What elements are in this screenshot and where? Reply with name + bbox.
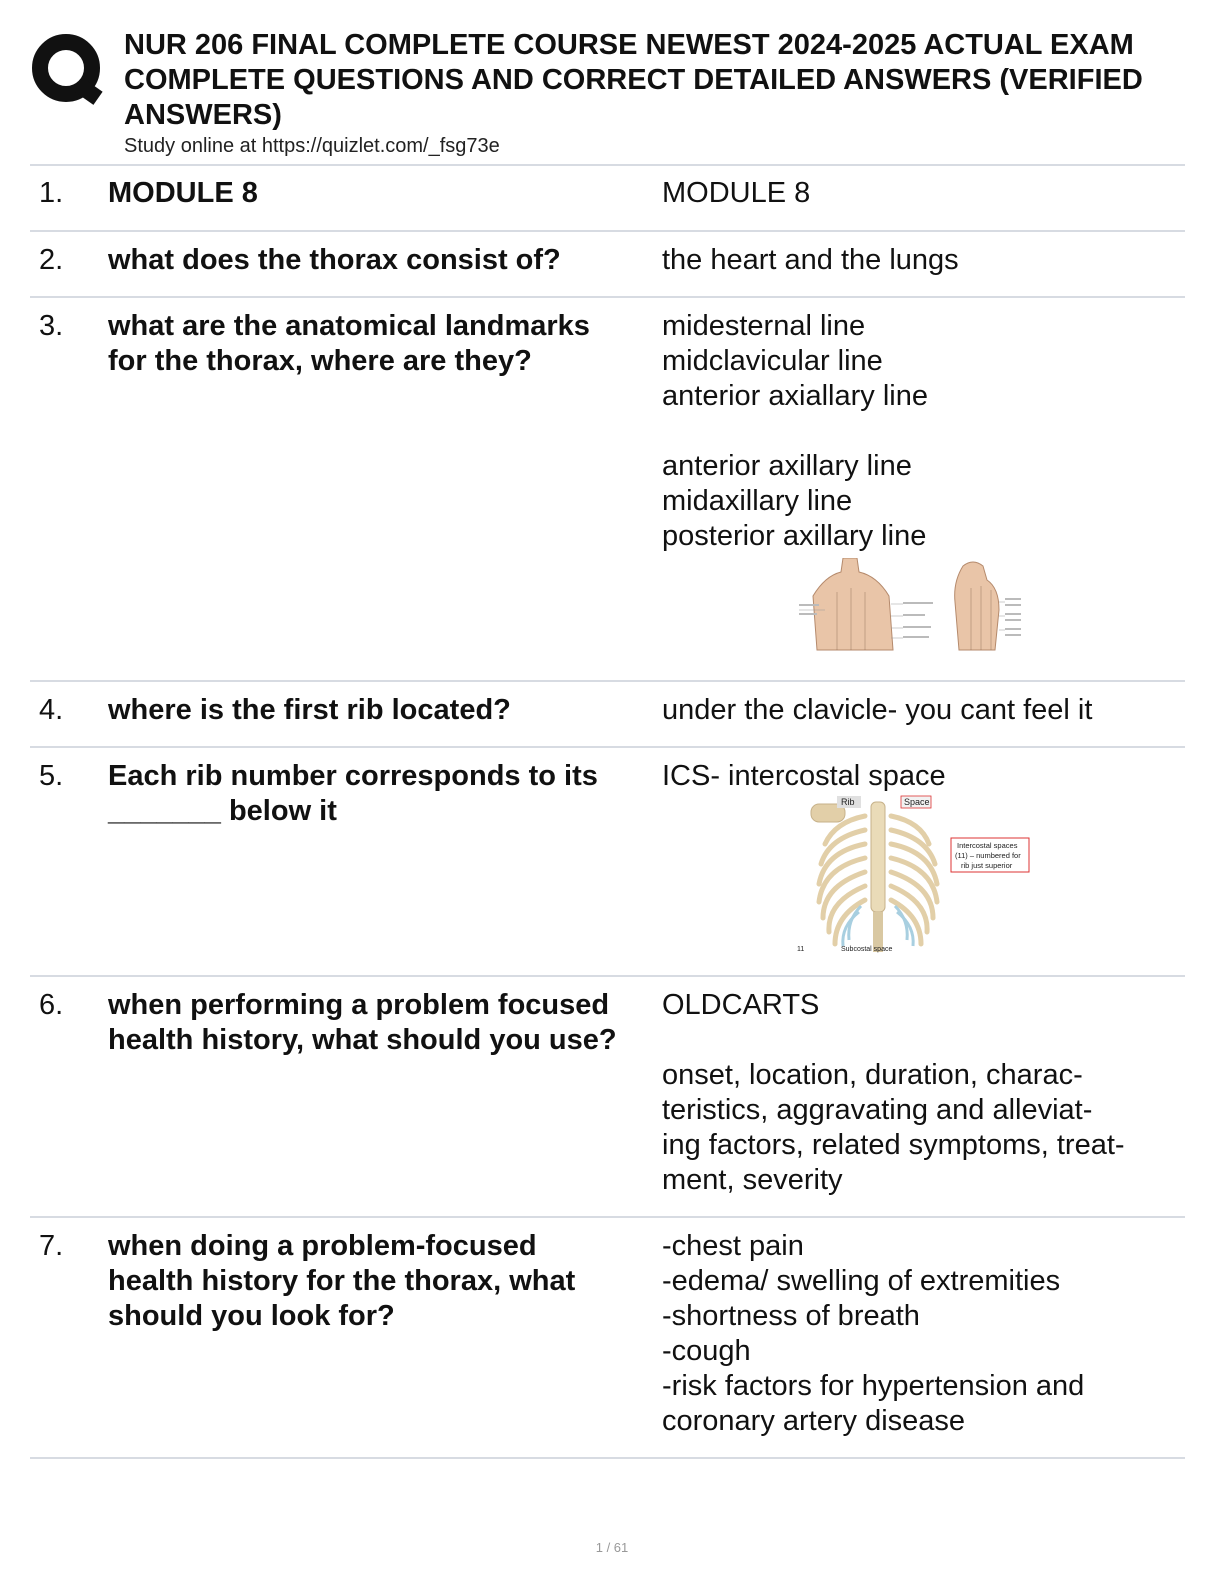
space-label: Space <box>904 797 930 807</box>
card-number: 6. <box>39 989 64 1021</box>
thorax-landmarks-image <box>795 558 1035 654</box>
callout-line: (11) – numbered for <box>955 851 1021 860</box>
card-question: when performing a problem focused health history, what should you use? <box>108 989 617 1056</box>
rib-11-label: 11 <box>797 946 805 953</box>
document-title-line-1: NUR 206 FINAL COMPLETE COURSE NEWEST 2024-2025 ACTUAL EXAM <box>124 29 1134 61</box>
divider <box>30 296 1185 298</box>
card-number: 5. <box>39 760 64 792</box>
divider <box>30 975 1185 977</box>
page-number: 1 / 61 <box>595 1540 629 1555</box>
card-question: Each rib number corresponds to its _______ below it <box>108 760 598 827</box>
card-question: MODULE 8 <box>108 177 258 209</box>
divider <box>30 230 1185 232</box>
card-answer: OLDCARTS onset, location, duration, charac- teristics, aggravating and alleviat- ing factors, related symptoms, treat- ment, severity <box>662 989 1125 1196</box>
title-block <box>124 28 1224 158</box>
card-question: where is the first rib located? <box>108 694 511 726</box>
card-number: 7. <box>39 1230 64 1262</box>
card-answer: MODULE 8 <box>662 177 811 209</box>
card-answer: under the clavicle- you cant feel it <box>662 694 1093 726</box>
divider <box>30 746 1185 748</box>
card-number: 2. <box>39 244 64 276</box>
document-title-line-3: ANSWERS) <box>124 99 282 131</box>
card-number: 1. <box>39 177 64 209</box>
card-answer: midesternal line midclavicular line anterior axiallary line anterior axillary line midaxillary line posterior axillary line <box>662 310 928 552</box>
callout-line: Intercostal spaces <box>957 841 1018 850</box>
study-online-link[interactable]: Study online at https://quizlet.com/_fsg73e <box>124 135 500 157</box>
document-title-line-2: COMPLETE QUESTIONS AND CORRECT DETAILED ANSWERS (VERIFIED <box>124 64 1143 96</box>
card-question: what are the anatomical landmarks for the thorax, where are they? <box>108 310 590 377</box>
subcostal-label: Subcostal space <box>841 946 893 953</box>
rib-label: Rib <box>841 797 855 807</box>
card-question: when doing a problem-focused health history for the thorax, what should you look for? <box>108 1230 576 1332</box>
divider <box>30 1216 1185 1218</box>
rib-cage-image <box>795 794 1035 956</box>
quizlet-q-logo <box>30 32 106 108</box>
divider <box>30 164 1185 166</box>
card-number: 3. <box>39 310 64 342</box>
card-answer: ICS- intercostal space <box>662 760 946 792</box>
card-number: 4. <box>39 694 64 726</box>
divider <box>30 1457 1185 1459</box>
page-header <box>30 28 1224 162</box>
card-answer: -chest pain -edema/ swelling of extremities -shortness of breath -cough -risk factors for hypertension and coronary artery disease <box>662 1230 1085 1437</box>
divider <box>30 680 1185 682</box>
card-answer: the heart and the lungs <box>662 244 959 276</box>
callout-line: rib just superior <box>961 861 1013 870</box>
card-question: what does the thorax consist of? <box>108 244 561 276</box>
